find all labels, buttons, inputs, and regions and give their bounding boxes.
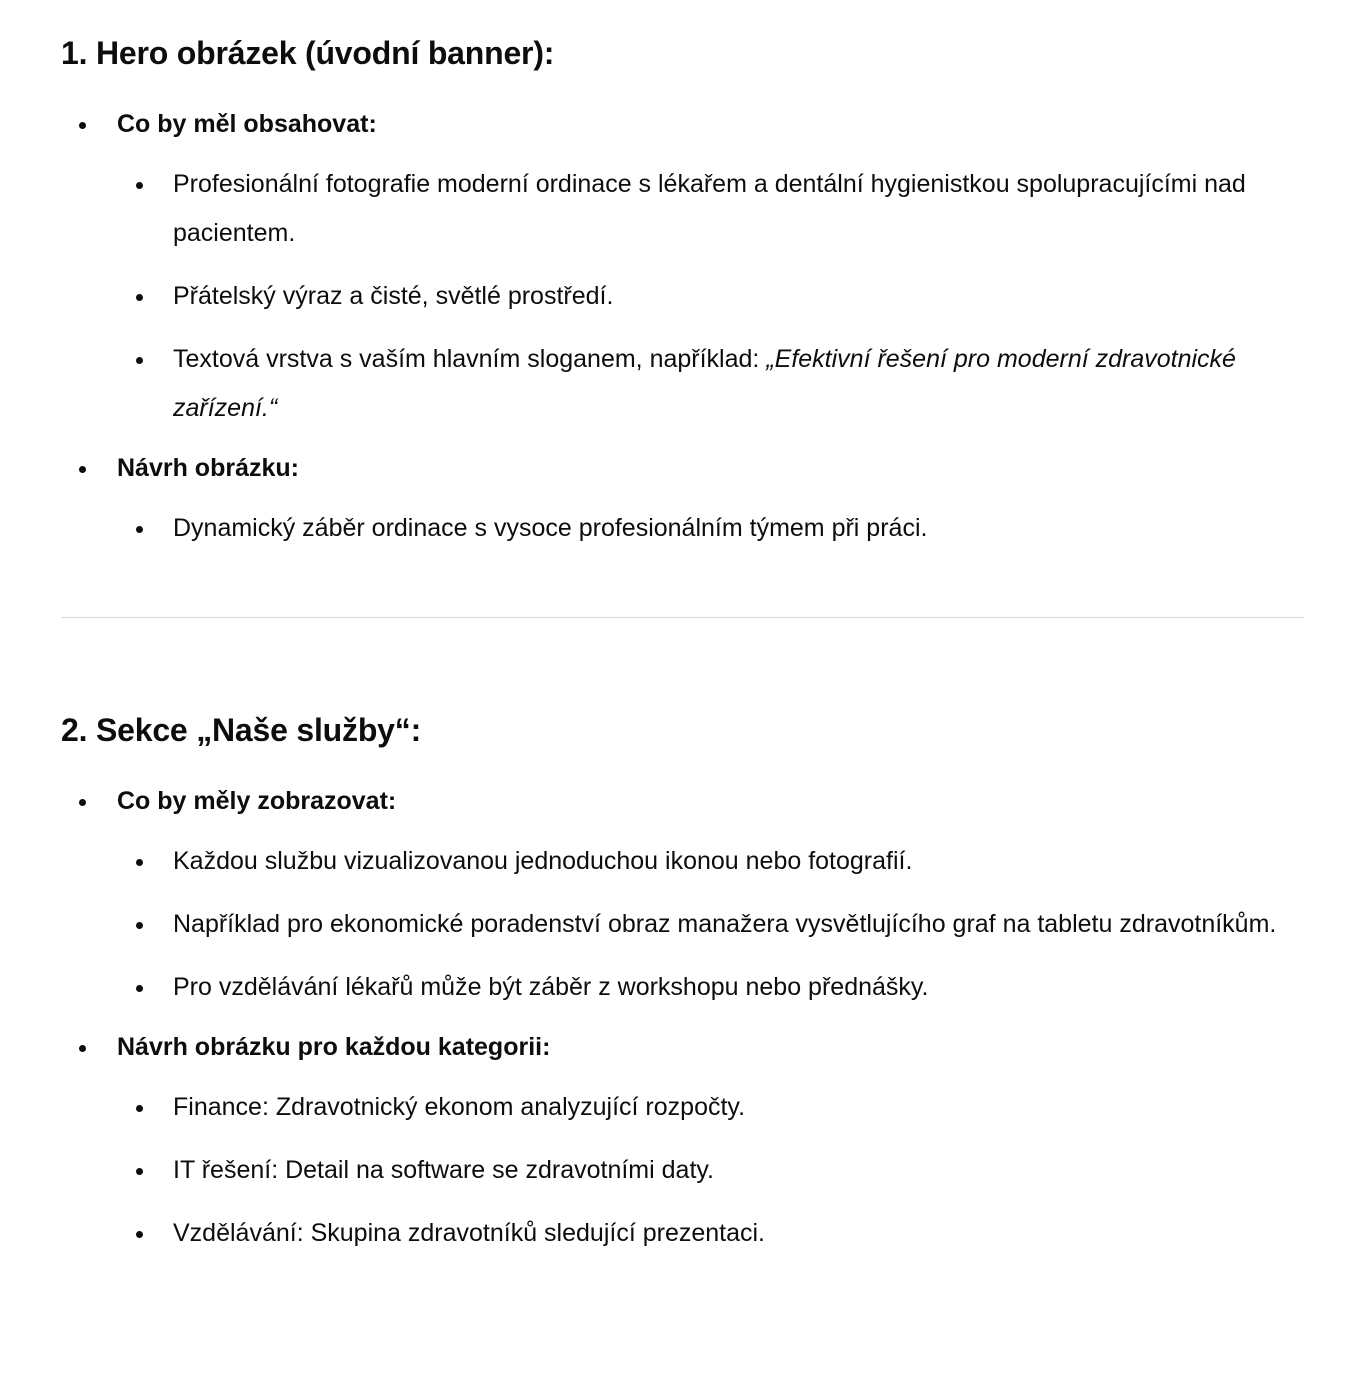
list-item-display (61, 784, 1304, 1012)
bold-label: Co by měl obsahovat: (117, 110, 377, 138)
list-item: Dynamický záběr ordinace s vysoce profesionálním týmem při práci. (117, 504, 1304, 553)
hero-bullet-list (61, 107, 1304, 553)
sub-list (117, 1083, 1304, 1258)
section-heading-services: 2. Sekce „Naše služby“: (61, 712, 422, 748)
sub-list (117, 837, 1304, 1012)
list-item-category-suggestions (61, 1030, 1304, 1258)
list-item: Každou službu vizualizovanou jednoduchou ikonou nebo fotografií. (117, 837, 1304, 886)
list-item: IT řešení: Detail na software se zdravotními daty. (117, 1146, 1304, 1195)
sub-list (117, 160, 1304, 433)
document-content (61, 0, 1304, 1258)
list-item: Vzdělávání: Skupina zdravotníků sledující prezentaci. (117, 1209, 1304, 1258)
list-item-contents (61, 107, 1304, 433)
list-item: Finance: Zdravotnický ekonom analyzující rozpočty. (117, 1083, 1304, 1132)
section-heading-hero: 1. Hero obrázek (úvodní banner): (61, 35, 555, 71)
slogan-prefix: Textová vrstva s vaším hlavním sloganem, například: (173, 345, 767, 373)
list-item: Profesionální fotografie moderní ordinace s lékařem a dentální hygienistkou spolupracujícími nad pacientem. (117, 160, 1304, 258)
list-item-image-suggestion (61, 451, 1304, 553)
list-item-slogan (117, 335, 1304, 433)
bold-label: Co by měly zobrazovat: (117, 787, 397, 815)
list-item: Přátelský výraz a čisté, světlé prostředí. (117, 272, 1304, 321)
bold-label: Návrh obrázku pro každou kategorii: (117, 1033, 551, 1061)
slogan-text: „Efektivní řešení pro moderní zdravotnické zařízení.“ (173, 345, 1236, 422)
bold-label: Návrh obrázku: (117, 454, 299, 482)
services-bullet-list (61, 784, 1304, 1258)
sub-list (117, 504, 1304, 553)
list-item: Pro vzdělávání lékařů může být záběr z workshopu nebo přednášky. (117, 963, 1304, 1012)
list-item: Například pro ekonomické poradenství obraz manažera vysvětlujícího graf na tabletu zdravotníkům. (117, 900, 1304, 949)
